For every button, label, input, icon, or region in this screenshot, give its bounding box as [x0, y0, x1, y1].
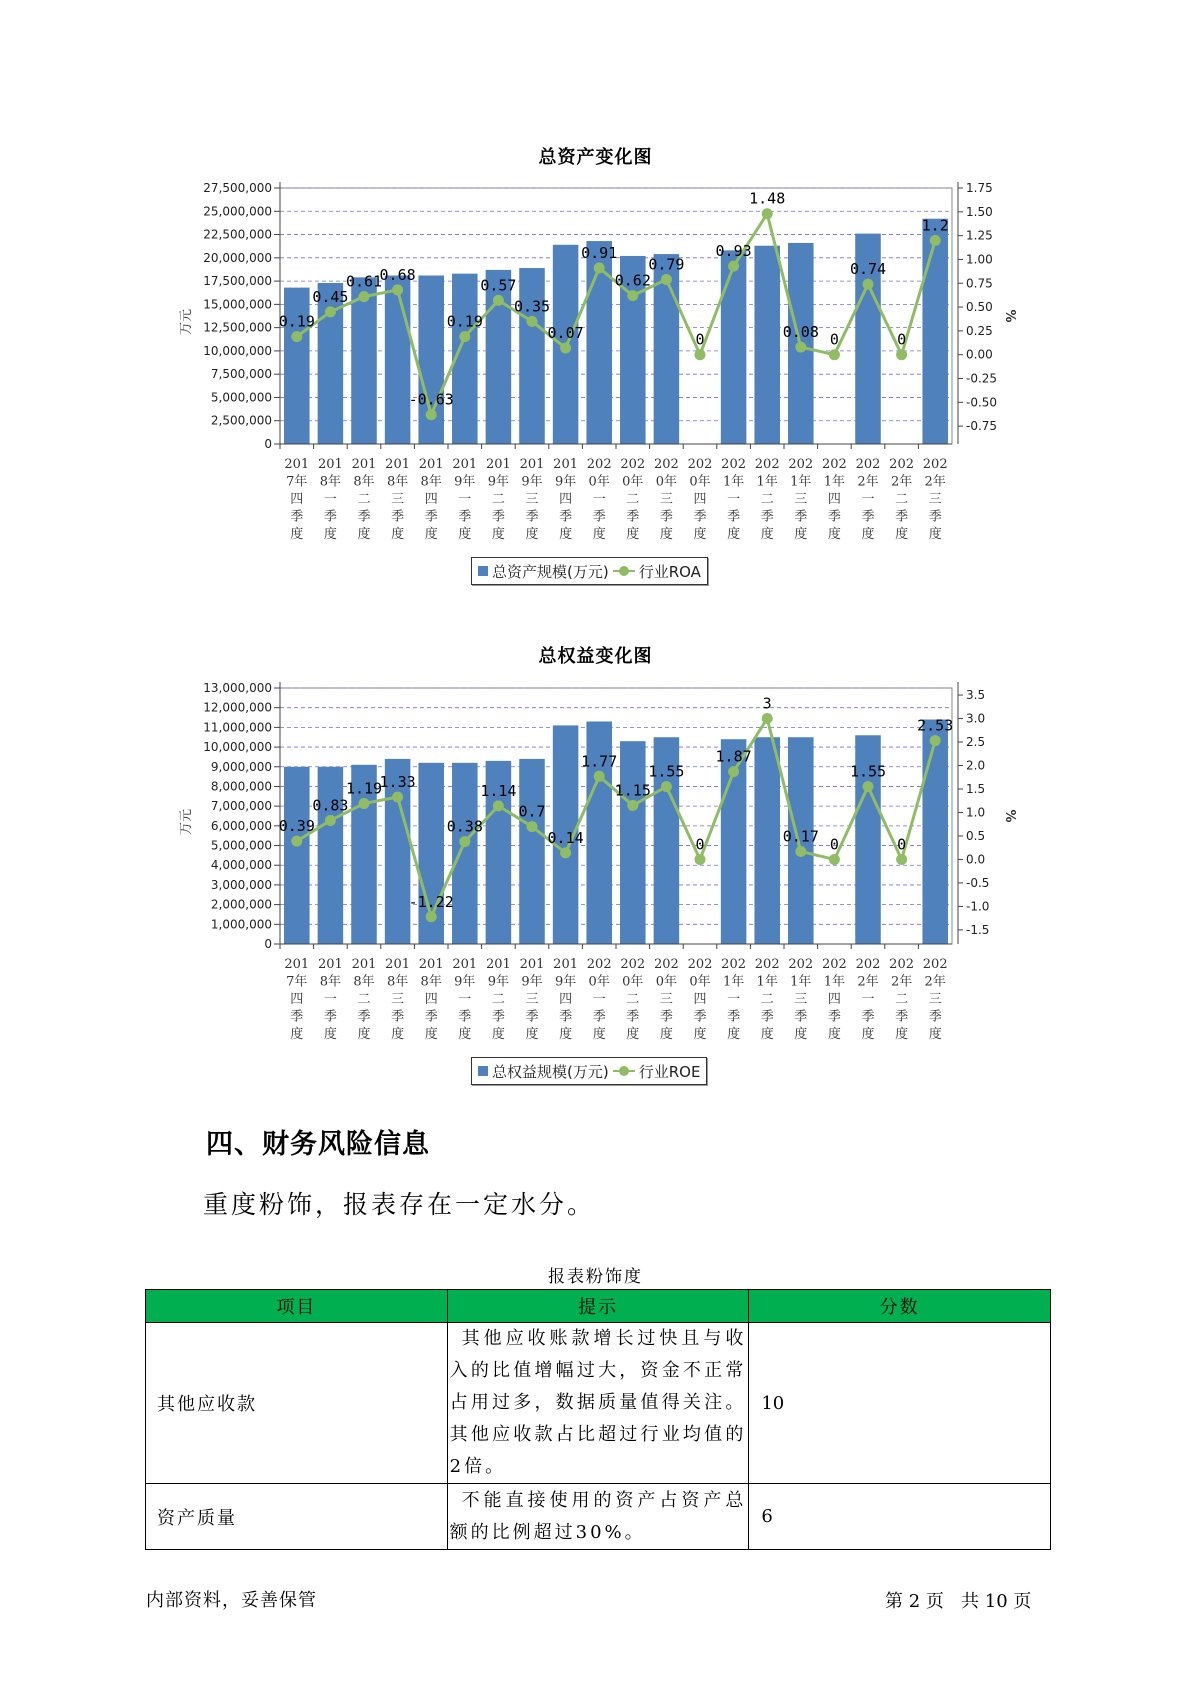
line-point	[459, 331, 470, 342]
data-label: 0.93	[715, 242, 752, 261]
y-axis-label-right: %	[1002, 309, 1017, 323]
y-tick-label-right: 1.25	[966, 228, 993, 243]
legend-line-swatch	[613, 1066, 635, 1076]
data-label: 1.15	[614, 781, 651, 800]
data-label: 0.62	[614, 271, 651, 290]
x-tick-label: 201 8年二季度	[351, 957, 377, 1042]
data-label: 0.14	[547, 828, 584, 847]
y-tick-label-left: 10,000,000	[203, 343, 272, 358]
bar	[754, 246, 780, 444]
line-point	[493, 800, 504, 811]
line-point	[527, 821, 538, 832]
x-tick-label: 202 1年二季度	[754, 457, 780, 542]
table-header-row	[146, 1290, 1051, 1323]
y-tick-label-left: 4,000,000	[210, 858, 272, 873]
table-row	[146, 1323, 1051, 1484]
line-point	[762, 208, 773, 219]
x-tick-label: 201 8年一季度	[317, 457, 343, 542]
data-label: 0.74	[849, 260, 887, 279]
x-tick-label: 201 8年一季度	[317, 957, 343, 1042]
line-point	[728, 766, 739, 777]
chart-title-total-equity: 总权益变化图	[538, 646, 653, 667]
line-point	[426, 911, 437, 922]
data-label: 0.19	[278, 312, 315, 331]
data-label: 2.53	[917, 716, 954, 735]
y-tick-label-right: 1.5	[966, 781, 986, 796]
data-label: 1.87	[715, 747, 752, 766]
footer-confidential-note: 内部资料，妥善保管	[146, 1590, 317, 1611]
data-label: 0	[695, 330, 705, 349]
bar	[721, 250, 747, 444]
y-tick-label-left: 5,000,000	[210, 838, 272, 853]
y-tick-label-left: 25,000,000	[203, 204, 272, 219]
data-label: 0.83	[312, 796, 349, 815]
line-point	[392, 284, 403, 295]
x-tick-label: 202 0年四季度	[687, 457, 713, 542]
data-label: 0.57	[480, 276, 517, 295]
data-label: 0.61	[345, 272, 383, 291]
y-tick-label-right: 2.5	[966, 735, 986, 750]
x-tick-label: 202 0年二季度	[620, 457, 646, 542]
y-axis-label-left: 万元	[179, 808, 194, 836]
x-tick-label: 202 0年一季度	[586, 457, 612, 542]
x-tick-label: 201 8年二季度	[351, 457, 377, 542]
x-tick-label: 202 1年三季度	[788, 957, 814, 1042]
line-point	[829, 854, 840, 865]
y-tick-label-left: 7,500,000	[210, 367, 272, 382]
bar	[284, 767, 310, 944]
x-tick-label: 202 0年三季度	[653, 957, 679, 1042]
data-label: 0.7	[518, 802, 546, 821]
x-tick-label: 201 9年三季度	[519, 457, 545, 542]
line-point	[325, 306, 336, 317]
line-point	[661, 274, 672, 285]
section-text: 重度粉饰，报表存在一定水分。	[203, 1190, 596, 1219]
line-point	[930, 235, 941, 246]
line-point	[863, 781, 874, 792]
x-tick-label: 202 1年四季度	[821, 457, 847, 542]
data-label: 1.14	[480, 781, 517, 800]
bar	[351, 277, 377, 444]
y-tick-label-right: 0.75	[966, 276, 993, 291]
table-caption: 报表粉饰度	[548, 1267, 643, 1287]
bar	[519, 759, 545, 944]
line-point	[560, 343, 571, 354]
y-tick-label-left: 22,500,000	[203, 227, 272, 242]
y-tick-label-left: 8,000,000	[210, 779, 272, 794]
y-tick-label-left: 5,000,000	[210, 390, 272, 405]
line-point	[594, 771, 605, 782]
chart-legend-total-assets	[471, 557, 708, 585]
bar	[318, 767, 344, 944]
data-label: 1.55	[648, 762, 685, 781]
data-label: 1.2	[921, 216, 949, 235]
line-point	[627, 800, 638, 811]
bar	[754, 737, 780, 944]
data-label: 0.45	[312, 287, 349, 306]
line-point	[426, 409, 437, 420]
line-point	[325, 815, 336, 826]
x-tick-label: 202 0年一季度	[586, 957, 612, 1042]
data-label: -0.63	[408, 390, 454, 409]
x-tick-label: 201 9年一季度	[452, 957, 478, 1042]
line-point	[627, 290, 638, 301]
data-label: 0	[695, 835, 705, 854]
line-point	[930, 735, 941, 746]
data-label: -1.22	[408, 892, 454, 911]
x-tick-label: 202 2年二季度	[889, 957, 915, 1042]
bar	[620, 741, 646, 944]
x-tick-label: 202 2年一季度	[855, 957, 881, 1042]
y-tick-label-right: -0.50	[966, 395, 998, 410]
header-hint: 提示	[447, 1290, 749, 1323]
y-tick-label-right: 3.5	[966, 688, 986, 703]
y-tick-label-right: 0.50	[966, 300, 993, 315]
line-point	[291, 331, 302, 342]
y-tick-label-left: 20,000,000	[203, 250, 272, 265]
line-point	[695, 854, 706, 865]
x-tick-label: 202 1年四季度	[821, 957, 847, 1042]
data-label: 1.19	[345, 779, 383, 798]
data-label: 1.33	[379, 772, 416, 791]
y-axis-label-left: 万元	[179, 308, 194, 336]
x-tick-label: 202 1年一季度	[721, 457, 747, 542]
line-point	[762, 713, 773, 724]
data-label: 0.91	[581, 244, 618, 263]
x-tick-label: 201 8年四季度	[418, 957, 444, 1042]
legend-line-label: 行业ROE	[638, 1062, 701, 1081]
cell-hint: 其他应收账款增长过快且与收入的比值增幅过大，资金不正常占用过多，数据质量值得关注。其他应收款占比超过行业均值的2倍。	[447, 1323, 749, 1484]
cell-hint: 不能直接使用的资产占资产总额的比例超过30%。	[447, 1484, 749, 1550]
line-point	[795, 846, 806, 857]
bar	[452, 763, 478, 944]
x-tick-label: 202 0年三季度	[653, 457, 679, 542]
x-tick-label: 202 2年三季度	[922, 957, 948, 1042]
line-point	[359, 798, 370, 809]
y-tick-label-left: 9,000,000	[210, 759, 272, 774]
x-tick-label: 202 1年一季度	[721, 957, 747, 1042]
y-tick-label-left: 17,500,000	[203, 274, 272, 289]
x-tick-label: 202 1年三季度	[788, 457, 814, 542]
data-label: 0.19	[446, 312, 483, 331]
y-tick-label-left: 2,500,000	[210, 413, 272, 428]
line-point	[695, 349, 706, 360]
chart-total-equity	[0, 670, 1191, 1050]
x-tick-label: 201 9年二季度	[485, 957, 511, 1042]
y-tick-label-left: 13,000,000	[203, 681, 272, 695]
line-point	[527, 316, 538, 327]
x-tick-label: 201 9年三季度	[519, 957, 545, 1042]
cell-item: 资产质量	[146, 1484, 448, 1550]
data-label: 0.38	[446, 817, 483, 836]
data-label: 0.35	[513, 297, 551, 316]
x-tick-label: 201 9年一季度	[452, 457, 478, 542]
y-tick-label-right: 1.75	[966, 181, 993, 195]
data-label: 0.68	[379, 265, 416, 284]
line-point	[392, 791, 403, 802]
header-item: 项目	[146, 1290, 448, 1323]
x-tick-label: 201 7年四季度	[284, 957, 310, 1042]
x-tick-label: 202 2年三季度	[922, 457, 948, 542]
legend-line-swatch	[613, 566, 635, 576]
line-point	[661, 781, 672, 792]
bar	[922, 720, 948, 944]
y-tick-label-right: 0.25	[966, 323, 993, 338]
bar	[519, 268, 545, 444]
chart-title-total-assets: 总资产变化图	[538, 147, 653, 168]
legend-bar-swatch	[478, 1066, 488, 1076]
y-tick-label-right: 3.0	[966, 711, 986, 726]
line-point	[359, 291, 370, 302]
data-label: 0	[897, 330, 907, 349]
y-tick-label-left: 0	[264, 937, 272, 951]
x-tick-label: 201 8年四季度	[418, 457, 444, 542]
line-point	[896, 854, 907, 865]
data-label: 3	[762, 694, 772, 713]
legend-bar-label: 总资产规模(万元)	[492, 562, 609, 581]
data-label: 0.79	[648, 255, 685, 274]
y-tick-label-left: 12,000,000	[203, 700, 272, 715]
legend-line-label: 行业ROA	[638, 562, 701, 581]
x-tick-label: 201 9年二季度	[485, 457, 511, 542]
data-label: 0.07	[547, 324, 584, 343]
line-point	[594, 263, 605, 274]
x-tick-label: 202 2年一季度	[855, 457, 881, 542]
data-label: 0.17	[782, 827, 819, 846]
section-heading: 四、财务风险信息	[206, 1129, 430, 1160]
y-tick-label-right: 0.0	[966, 852, 986, 867]
y-tick-label-left: 3,000,000	[210, 877, 272, 892]
line-point	[291, 836, 302, 847]
data-label: 0	[829, 330, 839, 349]
cell-score: 6	[749, 1484, 1051, 1550]
y-tick-label-right: -0.75	[966, 419, 998, 434]
footer-page-number: 第 2 页 共 10 页	[885, 1591, 1032, 1612]
x-tick-label: 201 8年三季度	[385, 457, 411, 542]
bar	[284, 288, 310, 444]
y-tick-label-left: 11,000,000	[203, 720, 272, 735]
x-tick-label: 201 9年四季度	[553, 457, 579, 542]
table-row	[146, 1484, 1051, 1550]
y-tick-label-left: 0	[264, 437, 272, 451]
data-label: 1.55	[849, 762, 887, 781]
legend-bar-swatch	[478, 566, 488, 576]
line-point	[560, 847, 571, 858]
x-tick-label: 202 1年二季度	[754, 957, 780, 1042]
line-point	[459, 836, 470, 847]
y-tick-label-right: 0.5	[966, 828, 986, 843]
y-tick-label-left: 27,500,000	[203, 181, 272, 195]
y-tick-label-right: 1.0	[966, 805, 986, 820]
y-tick-label-right: 2.0	[966, 758, 986, 773]
header-score: 分数	[749, 1290, 1051, 1323]
y-tick-label-left: 7,000,000	[210, 799, 272, 814]
bar	[385, 276, 411, 444]
y-tick-label-right: -1.5	[966, 922, 990, 937]
y-tick-label-right: 1.50	[966, 204, 993, 219]
data-label: 1.77	[581, 752, 618, 771]
chart-legend-total-equity	[471, 1057, 707, 1085]
cell-item: 其他应收款	[146, 1323, 448, 1484]
y-tick-label-right: 0.00	[966, 347, 993, 362]
y-tick-label-left: 6,000,000	[210, 818, 272, 833]
line-point	[896, 349, 907, 360]
y-tick-label-left: 1,000,000	[210, 917, 272, 932]
bar	[922, 219, 948, 444]
y-tick-label-left: 12,500,000	[203, 320, 272, 335]
line-point	[829, 349, 840, 360]
y-axis-label-right: %	[1002, 809, 1017, 823]
x-tick-label: 202 2年二季度	[889, 457, 915, 542]
x-tick-label: 202 0年二季度	[620, 957, 646, 1042]
x-tick-label: 201 9年四季度	[553, 957, 579, 1042]
y-tick-label-right: -1.0	[966, 899, 990, 914]
y-tick-label-left: 15,000,000	[203, 297, 272, 312]
risk-table	[145, 1289, 1051, 1550]
cell-score: 10	[749, 1323, 1051, 1484]
chart-total-assets	[0, 170, 1191, 550]
plot-area	[280, 688, 952, 944]
line-point	[728, 261, 739, 272]
x-tick-label: 201 8年三季度	[385, 957, 411, 1042]
x-tick-label: 202 0年四季度	[687, 957, 713, 1042]
y-tick-label-left: 10,000,000	[203, 740, 272, 755]
line-point	[493, 295, 504, 306]
data-label: 0.08	[782, 323, 819, 342]
y-tick-label-right: -0.5	[966, 875, 990, 890]
data-label: 0	[829, 835, 839, 854]
line-point	[795, 342, 806, 353]
line-point	[863, 279, 874, 290]
data-label: 0	[897, 835, 907, 854]
data-label: 0.39	[278, 817, 315, 836]
y-tick-label-right: 1.00	[966, 252, 993, 267]
legend-bar-label: 总权益规模(万元)	[492, 1062, 609, 1081]
y-tick-label-right: -0.25	[966, 371, 998, 386]
x-tick-label: 201 7年四季度	[284, 457, 310, 542]
y-tick-label-left: 2,000,000	[210, 897, 272, 912]
data-label: 1.48	[749, 189, 786, 208]
